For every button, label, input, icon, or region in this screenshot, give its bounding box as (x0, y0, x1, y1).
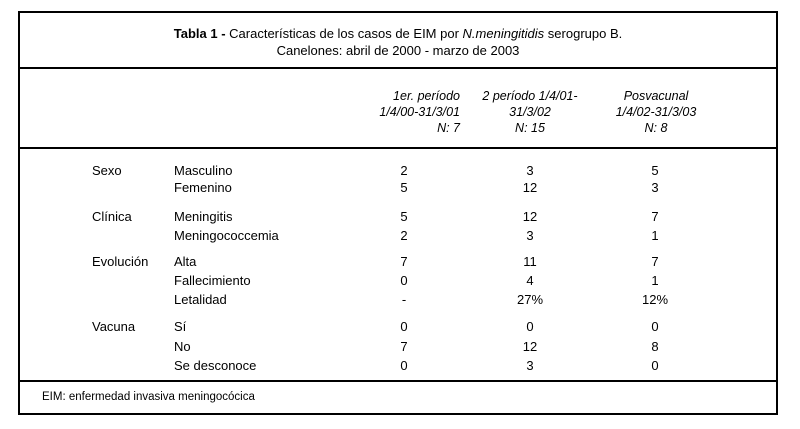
value-cell: 1 (651, 228, 659, 243)
col3-line3: N: 8 (644, 121, 668, 135)
row-label: Meningococcemia (174, 228, 279, 243)
value-cell: 0 (400, 358, 408, 373)
value-cell: 3 (651, 180, 659, 195)
title-organism: N.meningitidis (462, 26, 545, 41)
value-cell: 0 (526, 319, 534, 334)
value-cell: 1 (651, 273, 659, 288)
column-header-3 (586, 88, 726, 136)
row-label: Se desconoce (174, 358, 257, 373)
value-cell: 0 (400, 273, 408, 288)
divider-header (20, 147, 776, 149)
value-cell: 0 (651, 319, 659, 334)
col1-line3: N: 7 (437, 121, 460, 135)
value-cell: 27% (516, 292, 544, 307)
value-cell: 0 (400, 319, 408, 334)
value-cell: 11 (523, 254, 537, 269)
col1-line1: 1er. período (393, 89, 460, 103)
value-cell: 12 (522, 209, 538, 224)
title-text-before: Características de los casos de EIM por (229, 26, 463, 41)
value-cell: 3 (526, 358, 534, 373)
group-label: Vacuna (92, 319, 136, 334)
value-cell: 2 (400, 228, 408, 243)
value-cell: 3 (526, 228, 534, 243)
col2-line1: 2 período 1/4/01- (482, 89, 578, 103)
row-label: Letalidad (174, 292, 227, 307)
value-cell: 3 (526, 163, 534, 178)
value-cell: 7 (400, 339, 408, 354)
value-cell: 12 (522, 339, 538, 354)
title-label: Tabla 1 - (173, 26, 226, 41)
footnote: EIM: enfermedad invasiva meningocócica (42, 391, 255, 403)
value-cell: 2 (400, 163, 408, 178)
row-label: Femenino (174, 180, 232, 195)
col2-line2: 31/3/02 (509, 105, 551, 119)
col3-line2: 1/4/02-31/3/03 (615, 105, 697, 119)
title-text-after: serogrupo B. (544, 26, 623, 41)
table-title (20, 25, 776, 59)
col1-line2: 1/4/00-31/3/01 (379, 105, 460, 119)
value-cell: - (401, 292, 407, 307)
value-cell: 0 (651, 358, 659, 373)
divider-footer (20, 380, 776, 382)
row-label: Fallecimiento (174, 273, 251, 288)
value-cell: 7 (400, 254, 408, 269)
row-label: Sí (174, 319, 187, 334)
column-header-2 (460, 88, 600, 136)
value-cell: 7 (651, 209, 659, 224)
value-cell: 8 (651, 339, 659, 354)
column-header-1 (332, 88, 472, 136)
value-cell: 5 (400, 209, 408, 224)
value-cell: 12% (641, 292, 669, 307)
row-label: No (174, 339, 191, 354)
row-label: Alta (174, 254, 197, 269)
row-label: Masculino (174, 163, 233, 178)
group-label: Evolución (92, 254, 149, 269)
title-line-1 (20, 25, 776, 42)
value-cell: 5 (400, 180, 408, 195)
group-label: Clínica (92, 209, 132, 224)
col3-line1: Posvacunal (623, 89, 689, 103)
table-frame (18, 11, 778, 415)
value-cell: 7 (651, 254, 659, 269)
value-cell: 4 (526, 273, 534, 288)
col2-line3: N: 15 (515, 121, 545, 135)
row-label: Meningitis (174, 209, 233, 224)
value-cell: 12 (522, 180, 538, 195)
group-label: Sexo (92, 163, 122, 178)
divider-title (20, 67, 776, 69)
value-cell: 5 (651, 163, 659, 178)
title-line-2: Canelones: abril de 2000 - marzo de 2003 (276, 43, 520, 58)
